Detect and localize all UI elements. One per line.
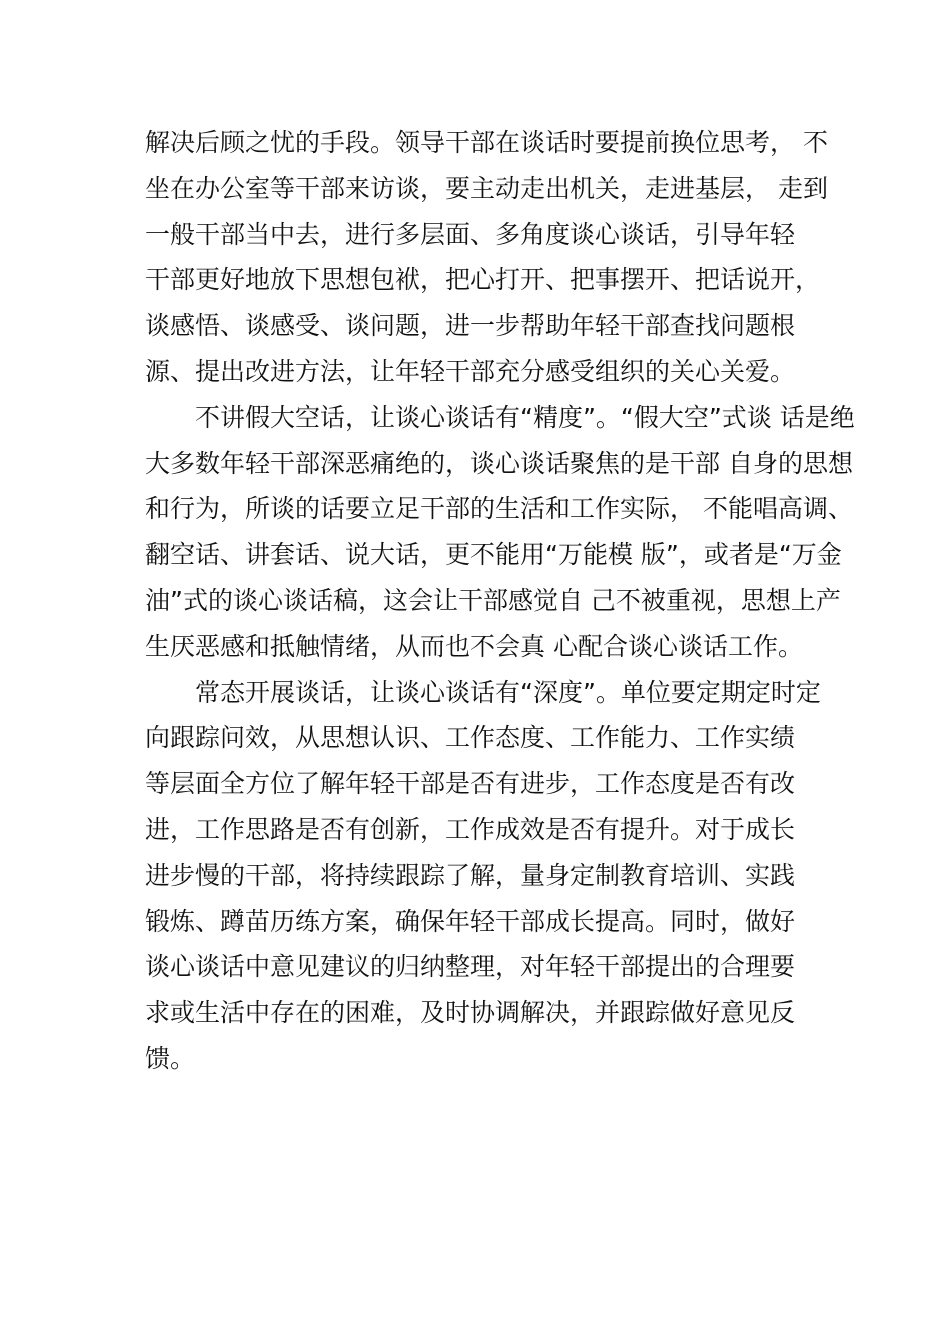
paragraph-1 bbox=[145, 120, 845, 395]
text-line: 向跟踪问效，从思想认识、工作态度、工作能力、工作实绩 bbox=[145, 723, 796, 753]
text-line: 和行为，所谈的话要立足干部的生活和工作实际， 不能唱高调、 bbox=[145, 494, 853, 524]
text-line: 谈心谈话中意见建议的归纳整理，对年轻干部提出的合理要 bbox=[145, 952, 796, 982]
text-line: 等层面全方位了解年轻干部是否有进步，工作态度是否有改 bbox=[145, 769, 796, 799]
text-line: 锻炼、蹲苗历练方案，确保年轻干部成长提高。同时，做好 bbox=[145, 906, 796, 936]
text-line: 大多数年轻干部深恶痛绝的，谈心谈话聚焦的是干部 自身的思想 bbox=[145, 448, 853, 478]
body-text bbox=[145, 120, 855, 1082]
text-line: 坐在办公室等干部来访谈，要主动走出机关，走进基层， 走到 bbox=[145, 173, 828, 203]
text-line: 不讲假大空话，让谈心谈话有“精度”。“假大空”式谈 话是绝 bbox=[195, 402, 855, 432]
text-line: 求或生活中存在的困难，及时协调解决，并跟踪做好意见反 bbox=[145, 998, 796, 1028]
paragraph-3 bbox=[145, 670, 845, 1082]
text-line: 常态开展谈话，让谈心谈话有“深度”。单位要定期定时定 bbox=[195, 677, 821, 707]
text-line: 源、提出改进方法，让年轻干部充分感受组织的关心关爱。 bbox=[145, 356, 796, 386]
text-line: 谈感悟、谈感受、谈问题，进一步帮助年轻干部查找问题根 bbox=[145, 311, 796, 341]
text-line: 解决后顾之忧的手段。领导干部在谈话时要提前换位思考， 不 bbox=[145, 128, 828, 157]
text-line: 进步慢的干部，将持续跟踪了解，量身定制教育培训、实践 bbox=[145, 860, 796, 890]
text-line: 进，工作思路是否有创新，工作成效是否有提升。对于成长 bbox=[145, 814, 796, 844]
text-line: 翻空话、讲套话、说大话，更不能用“万能模 版”，或者是“万金 bbox=[145, 540, 842, 570]
text-line: 馈。 bbox=[145, 1043, 196, 1073]
paragraph-2 bbox=[145, 395, 855, 670]
text-line: 油”式的谈心谈话稿，这会让干部感觉自 己不被重视，思想上产 bbox=[145, 585, 841, 615]
text-line: 干部更好地放下思想包袱，把心打开、把事摆开、把话说开， bbox=[145, 265, 821, 295]
text-line: 一般干部当中去，进行多层面、多角度谈心谈话，引导年轻 bbox=[145, 219, 796, 249]
text-line: 生厌恶感和抵触情绪，从而也不会真 心配合谈心谈话工作。 bbox=[145, 631, 803, 661]
